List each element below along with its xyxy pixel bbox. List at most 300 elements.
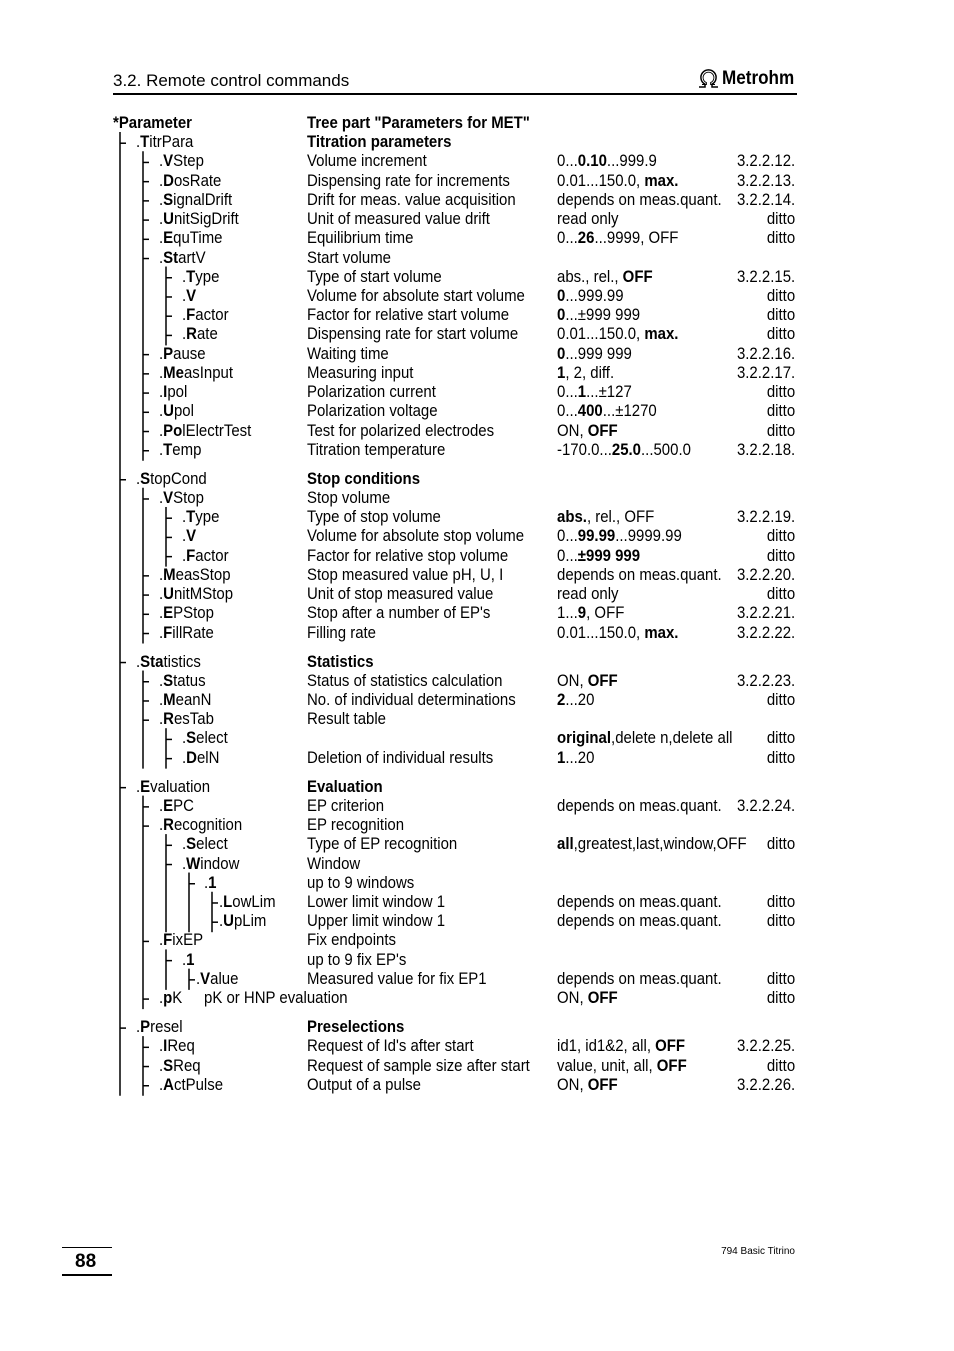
command-row [0,911,954,931]
command-description: Measured value for fix EP1 [307,968,487,988]
command-name-bold-part: F [186,305,196,325]
value-range-part: 0... [557,228,578,248]
command-name-part: topCond [150,468,207,488]
value-range-bold-part: 0 [557,285,566,305]
command-name-bold-part: P [163,343,174,363]
command-row [0,854,954,874]
command-name [182,950,194,970]
value-range [557,421,618,441]
command-name-part: PStop [173,603,214,623]
command-name [159,988,182,1008]
command-name [136,777,210,797]
command-row [0,324,954,344]
value-range-part: ...999.9 [606,151,657,171]
command-description: Unit of stop measured value [307,584,494,604]
command-name-part: ype [195,266,220,286]
command-name-part: . [159,401,164,421]
value-range [557,440,691,460]
command-name-part: . [182,545,187,565]
command-name-part: . [182,324,187,344]
command-name [136,1017,183,1037]
command-description: Start volume [307,247,391,267]
command-name-part: . [219,891,224,911]
command-name-part: . [159,228,164,248]
value-range-part: ...±999 999 [565,305,641,325]
command-name [159,584,233,604]
command-name-bold-part: Me [163,362,184,382]
command-description: EP criterion [307,795,385,815]
value-range-part: 0... [557,151,578,171]
value-range-bold-part: OFF [587,1074,618,1094]
value-range-part: value, unit, all, [557,1055,657,1075]
command-name-part: PC [173,795,194,815]
command-name-part: . [159,795,164,815]
section-reference: 3.2.2.22. [736,622,795,642]
command-name [196,969,238,989]
command-name-part: . [159,988,164,1008]
command-row [0,709,954,729]
command-description: Type of start volume [307,266,442,286]
value-range-part: ...999 999 [565,343,632,363]
command-name-part: illRate [172,622,214,642]
value-range [557,546,640,566]
value-range [557,382,632,402]
command-description: No. of individual determinations [307,689,516,709]
section-reference: 3.2.2.24. [736,795,795,815]
section-reference: ditto [766,420,795,440]
section-reference: 3.2.2.25. [736,1036,795,1056]
command-name-bold-part: T [163,439,173,459]
command-description: Deletion of individual results [307,747,494,767]
command-row [0,488,954,508]
command-name-bold-part: Po [163,420,183,440]
value-range-bold-part: 0.10 [577,151,607,171]
command-name-bold-part: p [163,988,173,1008]
command-row [0,401,954,421]
value-range-part: 0... [557,382,578,402]
command-description: Result table [307,709,387,729]
command-name-part: pLim [233,911,267,931]
command-name-part: . [159,1055,164,1075]
command-name [136,132,193,152]
command-row [0,1056,954,1076]
command-name [159,709,214,729]
command-name-part: owLim [232,891,276,911]
value-range: depends on meas.quant. [557,189,722,209]
section-reference: 3.2.2.14. [736,189,795,209]
command-row [0,113,954,133]
command-name [182,748,219,768]
value-range: read only [557,209,619,229]
command-row [0,969,954,989]
command-name-part: resel [150,1017,183,1037]
command-description: Drift for meas. value acquisition [307,189,516,209]
command-name-bold-part: S [163,189,174,209]
value-range-part: ON, [557,988,588,1008]
value-range: depends on meas.quant. [557,891,722,911]
command-name [159,421,251,441]
command-name-bold-part: E [163,795,174,815]
command-name-part: tatus [173,670,206,690]
command-description: Titration temperature [307,439,446,459]
command-name-part: ause [173,343,206,363]
command-description [307,113,530,133]
section-reference: ditto [766,305,795,325]
logo-text: Metrohm [722,68,795,89]
command-row [0,584,954,604]
value-range [557,623,678,643]
section-reference: ditto [766,228,795,248]
command-name [182,526,196,546]
command-description: Waiting time [307,343,389,363]
section-reference: 3.2.2.15. [736,266,795,286]
value-range-bold-part: 0 [557,343,566,363]
command-description: Factor for relative start volume [307,305,510,325]
command-name-part: esTab [173,709,214,729]
command-row [0,777,954,797]
command-name-bold-part: U [163,401,174,421]
command-description: Factor for relative stop volume [307,545,509,565]
command-description: EP recognition [307,815,405,835]
value-range: depends on meas.quant. [557,564,722,584]
command-name-bold-part: W [186,853,201,873]
section-reference: ditto [766,584,795,604]
command-name-bold-part: S [186,834,197,854]
value-range-part: ...±127 [586,382,632,402]
command-row [0,1017,954,1037]
value-range [557,728,732,748]
command-row [0,286,954,306]
command-name-bold-part: V [186,285,197,305]
command-row [0,382,954,402]
command-name [159,815,242,835]
command-description: Output of a pulse [307,1074,421,1094]
command-name-bold-part: I [163,382,168,402]
value-range-part: ...999.99 [565,285,624,305]
value-range-part: 0... [557,545,578,565]
command-name-part: Step [173,151,204,171]
command-name-part: . [136,132,141,152]
command-name [182,305,229,325]
value-range-part: ,greatest,last,window,OFF [573,834,747,854]
command-name-part: ixEP [172,930,204,950]
section-reference: ditto [766,891,795,911]
command-name [159,1056,201,1076]
command-row [0,892,954,912]
command-name-part: K [172,988,183,1008]
value-range-part: 1... [557,603,578,623]
command-row [0,440,954,460]
command-name-part: . [159,189,164,209]
command-name-part: . [159,1074,164,1094]
command-name-part: . [182,285,187,305]
value-range-part: ON, [557,670,588,690]
command-name-part: . [219,911,224,931]
command-name-part: . [159,622,164,642]
command-name [182,507,219,527]
command-name-part: . [159,487,164,507]
command-row [0,623,954,643]
command-name [182,546,229,566]
command-name-part: . [204,872,209,892]
command-name-bold-part: E [163,228,174,248]
value-range-part: ...500.0 [641,439,691,459]
section-header: 3.2. Remote control commands [113,71,350,90]
command-description [307,469,420,489]
command-name [113,113,192,133]
command-description: Request of Id's after start [307,1036,474,1056]
command-name-part: . [182,747,187,767]
command-name [204,873,216,893]
command-name [159,151,204,171]
value-range [557,324,678,344]
value-range-part: ON, [557,1074,588,1094]
command-name-part: . [182,526,187,546]
command-row [0,796,954,816]
command-name-bold-part: S [163,670,174,690]
command-name [159,344,206,364]
command-name-bold-part: D [186,747,197,767]
command-name-bold-part: M [163,689,176,709]
command-name-part: quTime [173,228,223,248]
product-name: 794 Basic Titrino [721,1246,795,1257]
command-name-part: actor [195,305,229,325]
value-range [557,1056,687,1076]
value-range [557,151,657,171]
command-name-bold-part: S [163,1055,174,1075]
section-reference: ditto [766,545,795,565]
command-row [0,930,954,950]
command-description: up to 9 fix EP's [307,949,407,969]
value-range-part: 0.01...150.0, [557,170,645,190]
command-description: Dispensing rate for start volume [307,324,519,344]
command-name-bold-part: V [200,968,211,988]
value-range-bold-part: 99.99 [577,526,616,546]
section-reference: ditto [766,209,795,229]
command-name-part: . [159,420,164,440]
section-reference: 3.2.2.26. [736,1074,795,1094]
command-row [0,421,954,441]
command-name-part: . [159,689,164,709]
command-name-part: . [159,170,164,190]
command-row [0,834,954,854]
command-name-bold-part: 1 [186,949,195,969]
command-row [0,728,954,748]
command-name [182,324,218,344]
command-name-bold-part: E [163,603,174,623]
command-name-part: ignalDrift [173,189,233,209]
command-name-part: osRate [173,170,222,190]
command-description-bold-part: Tree part "Parameters for MET" [307,113,530,132]
value-range-part: , OFF [586,603,625,623]
command-description: Volume for absolute stop volume [307,526,525,546]
command-description: Volume increment [307,151,427,171]
command-name-part: . [182,728,187,748]
value-range-part: ...9999.99 [615,526,682,546]
command-name [159,248,206,268]
value-range [557,344,632,364]
value-range-bold-part: OFF [656,1055,687,1075]
command-row [0,815,954,835]
command-name-bold-part: I [163,1036,168,1056]
value-range-part: , 2, diff. [565,362,615,382]
command-name [182,728,228,748]
command-row [0,526,954,546]
value-range-bold-part: 1 [557,747,566,767]
section-reference: ditto [766,834,795,854]
command-name-part: ate [196,324,218,344]
command-description-bold-part: Titration parameters [307,132,452,152]
command-name [159,363,233,383]
command-name-part: eanN [175,689,212,709]
value-range [557,526,682,546]
command-name [159,690,211,710]
command-name [182,267,219,287]
command-name-bold-part: 1 [208,872,217,892]
value-range [557,748,594,768]
section-reference: 3.2.2.16. [736,343,795,363]
command-name [182,834,228,854]
value-range [557,690,594,710]
value-range-bold-part: max. [644,170,679,190]
value-range [557,1075,618,1095]
value-range-part: ...20 [565,689,595,709]
command-row [0,507,954,527]
command-name [159,930,203,950]
command-name-part: . [159,209,164,229]
command-name [159,401,194,421]
value-range-bold-part: max. [644,622,679,642]
command-name-bold-part: T [186,266,196,286]
section-reference: ditto [766,401,795,421]
command-description: up to 9 windows [307,872,415,892]
command-description: Equilibrium time [307,228,414,248]
value-range-bold-part: original [557,728,612,748]
command-description [307,652,374,672]
value-range-part: -170.0... [557,439,612,459]
command-row [0,873,954,893]
section-reference: ditto [766,911,795,931]
command-row [0,1036,954,1056]
command-row [0,228,954,248]
command-description: Stop measured value pH, U, I [307,564,504,584]
command-description [307,132,451,152]
command-name [159,382,187,402]
value-range-part: 0.01...150.0, [557,622,645,642]
command-description: Fix endpoints [307,930,396,950]
command-name-part: . [182,949,187,969]
command-name [159,1075,223,1095]
command-name-part: . [159,343,164,363]
command-description: Status of statistics calculation [307,670,503,690]
value-range [557,671,618,691]
value-range-part: 0... [557,401,578,421]
command-description [307,777,383,797]
section-reference: ditto [766,728,795,748]
footer-rule-top [62,1247,112,1248]
value-range-bold-part: 400 [577,401,603,421]
command-description-bold-part: Stop conditions [307,468,421,488]
command-name [219,911,266,931]
command-name-part: . [159,709,164,729]
value-range-bold-part: 26 [577,228,595,248]
section-reference: ditto [766,689,795,709]
command-name-part: . [159,247,164,267]
value-range [557,286,624,306]
command-description: Dispensing rate for increments [307,170,510,190]
command-name-bold-part: R [163,815,174,835]
command-name-bold-part: V [163,151,174,171]
command-name-part: . [182,853,187,873]
command-description-bold-part: Evaluation [307,776,383,796]
command-name-part: . [159,670,164,690]
value-range-bold-part: 25.0 [611,439,642,459]
command-name-part: ype [195,507,220,527]
command-name-bold-part: M [163,564,176,584]
value-range-bold-part: OFF [587,420,618,440]
command-description: Type of EP recognition [307,834,458,854]
command-name-part: nitSigDrift [173,209,239,229]
command-name-part: . [159,603,164,623]
command-name-bold-part: V [186,526,197,546]
value-range-bold-part: OFF [587,670,618,690]
section-reference: 3.2.2.13. [736,170,795,190]
command-name-bold-part: St [163,247,179,267]
command-description: Polarization current [307,382,436,402]
command-name-part: . [159,584,164,604]
command-name-bold-part: R [163,709,174,729]
value-range [557,171,678,191]
command-name-part: actor [195,545,229,565]
value-range: depends on meas.quant. [557,968,722,988]
value-range-bold-part: 1 [577,382,587,402]
command-name [159,565,231,585]
command-name-part: Req [167,1036,195,1056]
value-range-part: ...±1270 [602,401,657,421]
command-description: Measuring input [307,362,414,382]
command-name-bold-part: L [223,891,233,911]
command-name-bold-part: F [163,930,173,950]
command-name-part: emp [172,439,202,459]
value-range-part: ,delete n,delete all [611,728,733,748]
command-row [0,652,954,672]
value-range-bold-part: all [557,834,574,854]
section-reference: ditto [766,382,795,402]
command-name-part: easStop [175,564,231,584]
section-reference: 3.2.2.23. [736,670,795,690]
command-name-part: . [182,507,187,527]
value-range-bold-part: 0 [557,305,566,325]
value-range [557,401,657,421]
command-name-part: tistics [163,651,201,671]
command-name [159,228,222,248]
command-row [0,151,954,171]
command-name-part: nitMStop [173,584,234,604]
value-range: read only [557,584,619,604]
command-name-part: valuation [150,776,211,796]
value-range-bold-part: 2 [557,689,566,709]
command-row [0,469,954,489]
command-description: pK or HNP evaluation [204,988,348,1008]
command-row [0,209,954,229]
command-name-part: . [159,362,164,382]
command-name-bold-part: U [163,584,174,604]
value-range-part: ...9999, OFF [594,228,679,248]
command-name-bold-part: A [163,1074,174,1094]
command-name-bold-part: T [186,507,196,527]
command-name-part: artV [178,247,206,267]
command-row [0,344,954,364]
